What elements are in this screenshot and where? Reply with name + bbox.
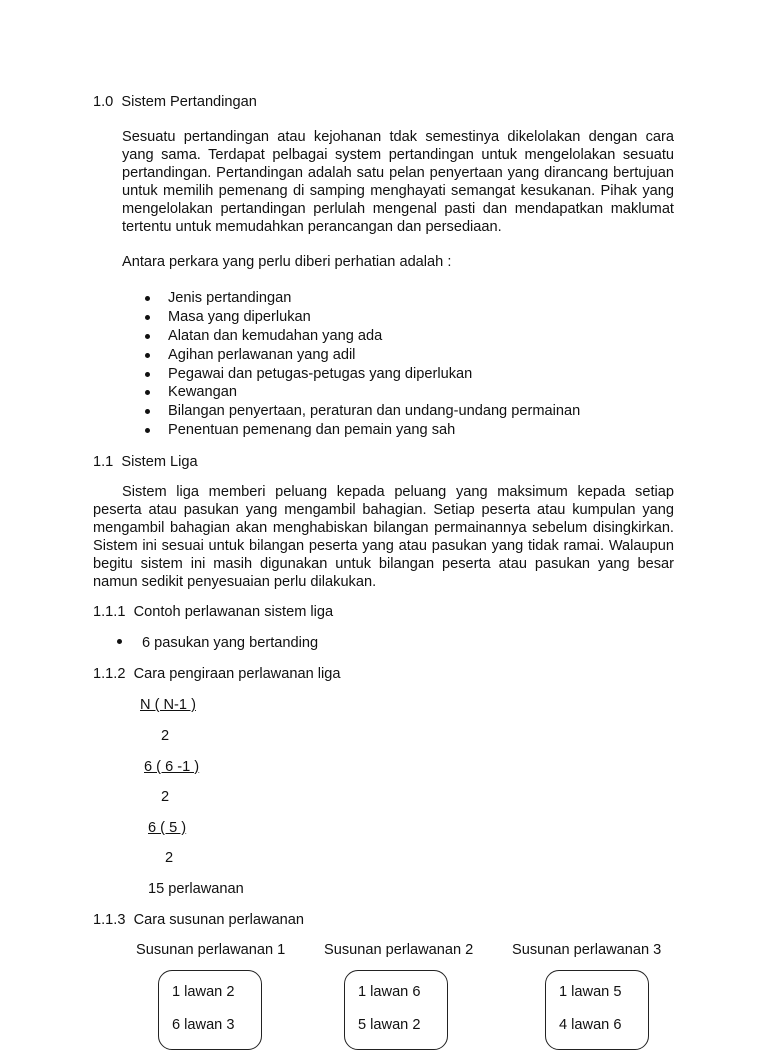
arrangement-title-1: Susunan perlawanan 1 <box>136 942 286 958</box>
match-item: 1 lawan 6 <box>358 984 421 1000</box>
section-title: Cara susunan perlawanan <box>133 912 304 928</box>
section-number: 1.1.3 <box>93 912 126 928</box>
arrangement-title-3: Susunan perlawanan 3 <box>512 942 662 958</box>
list-item: Agihan perlawanan yang adil <box>144 346 580 365</box>
list-item: Alatan dan kemudahan yang ada <box>144 327 580 346</box>
list-item: Kewangan <box>144 383 580 402</box>
formula-denominator-3: 2 <box>165 850 174 866</box>
match-item: 4 lawan 6 <box>559 1017 622 1033</box>
list-item: Jenis pertandingan <box>144 289 580 308</box>
match-item: 1 lawan 2 <box>172 984 235 1000</box>
match-item: 5 lawan 2 <box>358 1017 421 1033</box>
formula-numerator-3: 6 ( 5 ) <box>148 820 187 836</box>
formula-denominator-1: 2 <box>161 728 170 744</box>
match-item: 6 lawan 3 <box>172 1017 235 1033</box>
section-heading-1-1-2 <box>93 665 340 683</box>
section-title: Sistem Liga <box>121 454 198 470</box>
section-title: Cara pengiraan perlawanan liga <box>133 666 341 682</box>
section-heading-1-1-3 <box>93 911 304 929</box>
section-heading-1-1-1 <box>93 603 333 621</box>
bullet-dot-icon <box>117 639 122 644</box>
section-title: Sistem Pertandingan <box>121 94 257 110</box>
liga-paragraph: Sistem liga memberi peluang kepada peluang yang maksimum kepada setiap peserta atau pasukan yang mengambil bahagian. Setiap peserta atau kumpulan yang mengambil bahagian akan menghabiskan bilangan permainannya sebelum disingkirkan. Sistem ini sesuai untuk bilangan peserta yang atau pasukan yang tidak ramai. Walaupun begitu sistem ini masih digunakan untuk bilangan peserta atau pasukan yang besar namun sedikit penyesuaian perlu dilakukan. <box>93 484 674 590</box>
section-number: 1.0 <box>93 94 114 110</box>
list-item: Masa yang diperlukan <box>144 308 580 327</box>
section-number: 1.1 <box>93 454 114 470</box>
consideration-list <box>144 289 580 440</box>
arrangement-title-2: Susunan perlawanan 2 <box>324 942 474 958</box>
section-number: 1.1.1 <box>93 604 126 620</box>
match-item: 1 lawan 5 <box>559 984 622 1000</box>
formula-result: 15 perlawanan <box>148 881 244 897</box>
arrangement-box-2 <box>344 970 448 1050</box>
arrangement-box-3 <box>545 970 649 1050</box>
formula-numerator-1: N ( N-1 ) <box>140 697 196 713</box>
intro-lead-line: Antara perkara yang perlu diberi perhatian adalah : <box>122 254 452 270</box>
formula-numerator-2: 6 ( 6 -1 ) <box>144 759 200 775</box>
list-item: Pegawai dan petugas-petugas yang diperlukan <box>144 365 580 384</box>
list-item: Bilangan penyertaan, peraturan dan undang-undang permainan <box>144 402 580 421</box>
formula-denominator-2: 2 <box>161 789 170 805</box>
intro-paragraph: Sesuatu pertandingan atau kejohanan tdak semestinya dikelolakan dengan cara yang sama. Terdapat pelbagai system pertandingan untuk mengelolakan sesuatu pertandingan. Pertandingan adalah satu pelan penyertaan yang dirancang bertujuan untuk memilih pemenang di samping menghayati semangat kesukanan. Pihak yang mengelolakan pertandingan perlulah mengenal pasti dan mendapatkan maklumat tertentu untuk memudahkan perancangan dan persediaan. <box>122 129 674 235</box>
section-heading-1-0 <box>93 93 257 111</box>
list-item: Penentuan pemenang dan pemain yang sah <box>144 421 580 440</box>
arrangement-box-1 <box>158 970 262 1050</box>
example-bullet-text: 6 pasukan yang bertanding <box>142 635 319 651</box>
example-bullet <box>117 634 318 652</box>
section-title: Contoh perlawanan sistem liga <box>133 604 334 620</box>
section-number: 1.1.2 <box>93 666 126 682</box>
section-heading-1-1 <box>93 453 198 471</box>
